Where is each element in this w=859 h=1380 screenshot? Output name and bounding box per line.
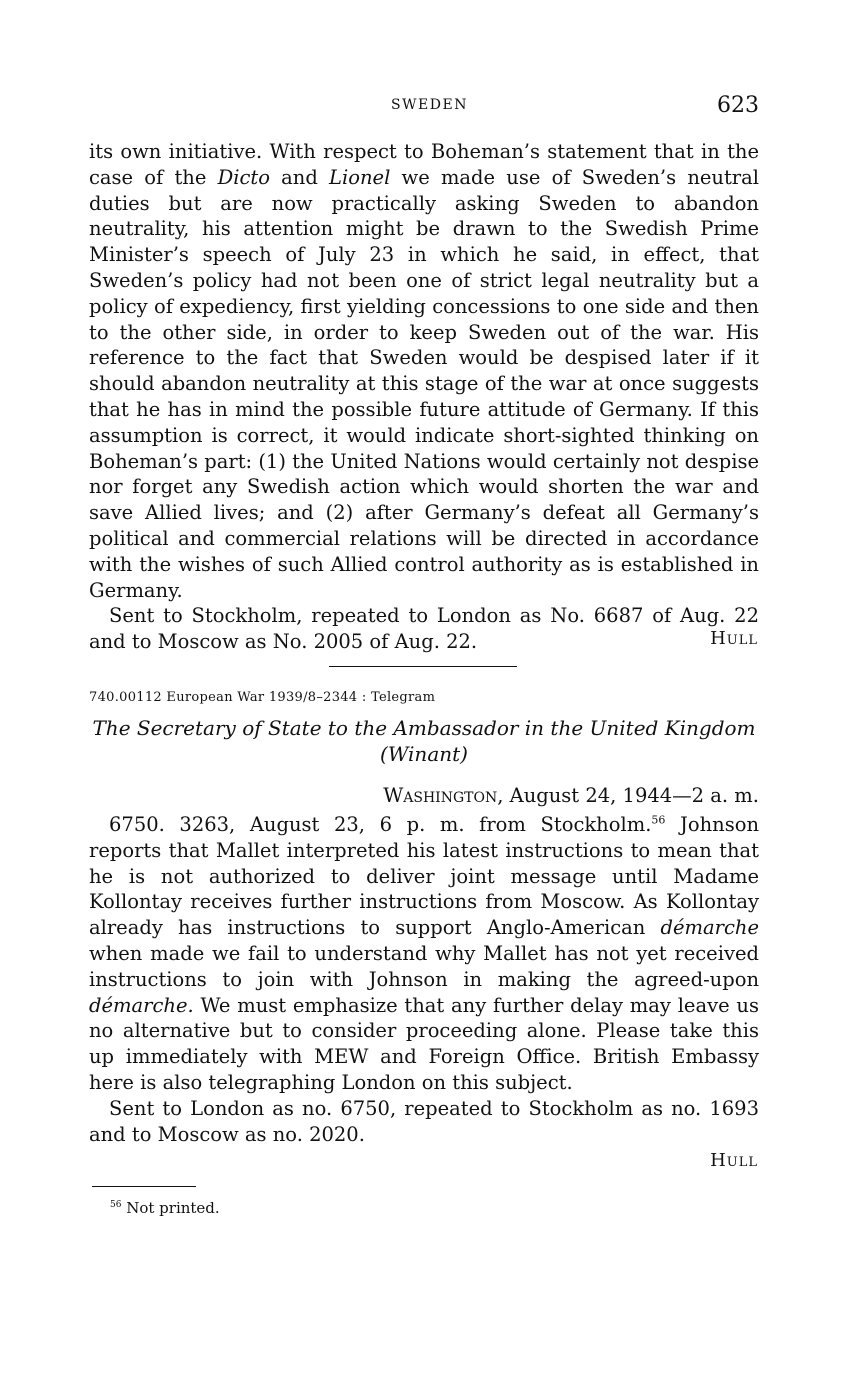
dateline-place: Washington [383,784,498,807]
ship-name-lionel: Lionel [329,165,391,189]
text-run: we made use of Sweden’s neutral duties but are now practically asking Sweden to abandon neutrality, his attention might be drawn to the Swedish Prime Minister’s speech of July 23 in which he said, in effect, that Sweden’s policy had not been one of strict legal neutrality but a policy of expediency, first yielding concessions to one side and then to the other side, in order to keep Sweden out of the war. His reference to the fact that Sweden would be despised later if it should abandon neutrality at this stage of the war at once suggests that he has in mind the possible future attitude of Germany. If this assumption is correct, it would indicate short-sighted thinking on Boheman’s part: (1) the United Nations would certainly not despise nor forget any Swedish action which would shorten the war and save Allied lives; and (2) after Germany’s defeat all Germany’s political and commercial relations will be directed in accordance with the wishes of such Allied control authority as is established in Germany. [89,165,759,602]
dateline [383,784,759,807]
footnote-text: Not printed. [121,1199,220,1217]
document2-paragraph-2: Sent to London as no. 6750, repeated to Stockholm as no. 1693 and to Moscow as no. 2020. [89,1096,759,1146]
title-line-1: The Secretary of State to the Ambassador in the United Kingdom [92,716,756,740]
ship-name-dicto: Dicto [217,165,270,189]
document2-signature: Hull [710,1150,758,1171]
text-run: its own initiative. With respect to Boheman’s statement that in the case of the [89,140,759,189]
document1-signature: Hull [710,628,758,649]
document-title [89,715,759,767]
document2-body [89,812,759,1147]
footnote-mark: 56 [110,1200,122,1210]
document2-paragraph-1 [89,812,759,1096]
section-divider [329,666,517,667]
document1-paragraph-1 [89,139,759,603]
page-number: 623 [717,93,759,118]
text-run: Johnson reports that Mallet interpreted his latest instructions to mean that he is not authorized to deliver joint message until Madame Kollontay receives further instructions from Moscow. As Kollontay already has instructions to support Anglo-American [89,813,760,940]
text-run: 6750. 3263, August 23, 6 p. m. from Stockholm. [109,813,652,836]
running-title: SWEDEN [391,97,468,113]
footnote-reference: 56 [651,813,666,827]
text-run: when made we fail to understand why Mallet has not yet received instructions to join with Johnson in making the agreed-upon [89,941,759,991]
document1-body [89,139,759,655]
italic-term: démarche. [89,993,194,1017]
document1-paragraph-2: Sent to Stockholm, repeated to London as No. 6687 of Aug. 22 and to Moscow as No. 2005 of Aug. 22. [89,604,759,654]
footnote [110,1199,220,1217]
italic-term: démarche [660,916,759,940]
text-run: We must emphasize that any further delay may leave us no alternative but to consider proceeding alone. Please take this up immediately with MEW and Foreign Office. British Embassy here is also telegraphing London on this subject. [89,993,759,1094]
dateline-date: , August 24, 1944—2 a. m. [497,784,759,807]
text-run: and [269,165,330,189]
running-head [0,93,859,121]
footnote-rule [92,1186,196,1187]
file-reference: 740.00112 European War 1939/8–2344 : Telegram [89,690,436,705]
title-line-2: (Winant) [380,742,468,766]
